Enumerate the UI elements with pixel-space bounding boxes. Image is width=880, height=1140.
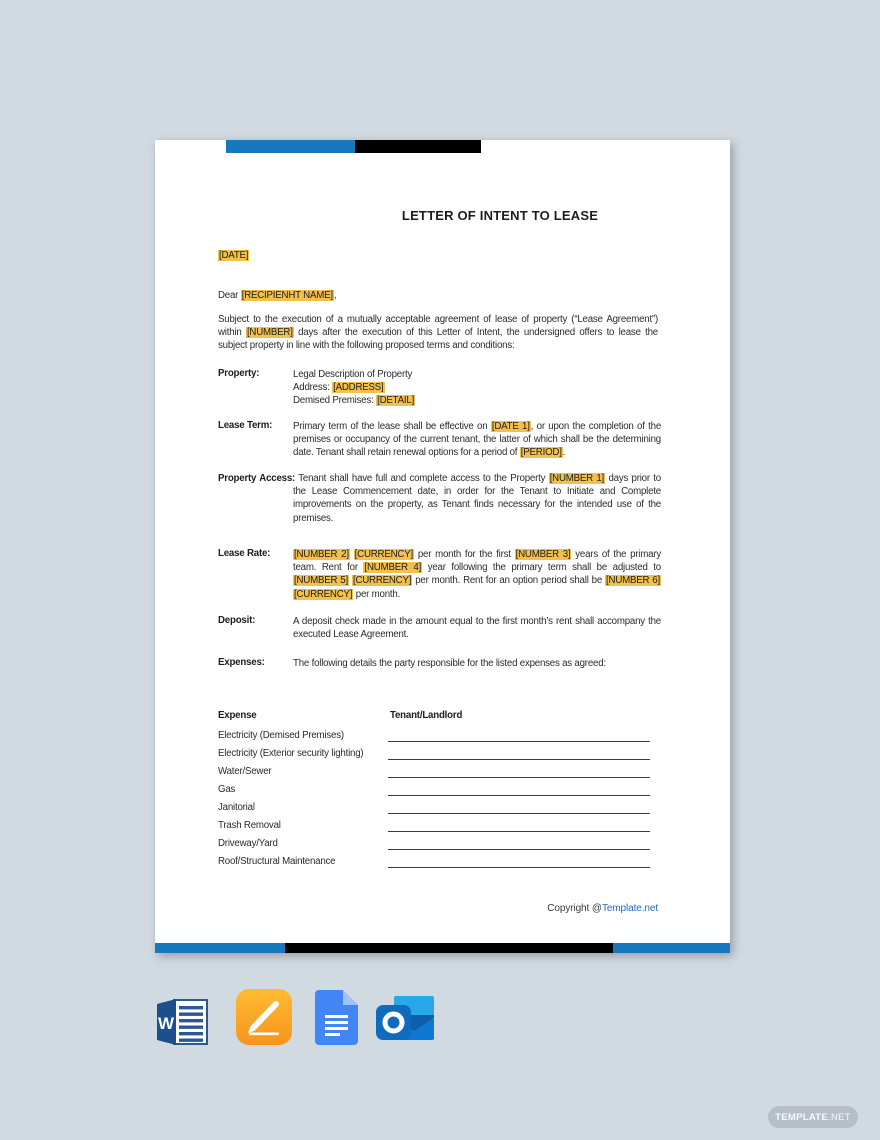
microsoft-outlook-icon[interactable] [376,991,436,1045]
expense-row [218,728,661,746]
placeholder-highlight: [NUMBER 2] [294,549,349,560]
placeholder-highlight: [NUMBER 6] [606,575,660,587]
intro-paragraph [218,313,658,353]
section-label-property: Property: [218,368,260,379]
bottom-bar-blue-left [155,943,285,953]
expense-row [218,836,661,854]
date-placeholder-line [218,249,249,262]
document-page [155,140,730,953]
text-run: Address: [293,382,333,394]
section-label-expenses: Expenses: [218,657,265,668]
placeholder-highlight: [NUMBER] [246,327,293,339]
watermark-tld-text: .NET [828,1111,851,1123]
placeholder-highlight: [CURRENCY] [354,549,413,560]
placeholder-highlight: [NUMBER 5] [294,575,348,587]
expense-label: Electricity (Demised Premises) [218,730,344,741]
text-run: Demised Premises: [293,395,377,407]
top-bar-black [355,140,481,153]
expense-label: Trash Removal [218,820,281,831]
section-lease-rate-content [293,548,661,601]
microsoft-word-icon[interactable] [155,995,209,1049]
expense-row [218,746,661,764]
expense-column-header: Expense [218,710,257,721]
expense-row [218,800,661,818]
expense-fill-line [388,764,650,778]
watermark-brand-text: TEMPLATE [775,1111,829,1123]
property-detail-line [293,381,661,394]
top-bar-blue [226,140,355,153]
property-detail-line [293,394,661,407]
section-deposit-content [293,615,661,641]
text-run: The following details the party responsible for the listed expenses as agreed: [293,658,606,669]
inline-section-label: Property Access: [218,473,296,484]
text-run: , or upon the completion of the premises or occupancy of the current tenant, the latter of which shall be the determining date. Tenant shall retain renewal options for a period of [293,421,662,459]
expense-fill-line [388,782,650,796]
placeholder-highlight: [DATE] [219,250,249,261]
placeholder-highlight: [NUMBER 4] [364,562,422,574]
placeholder-highlight: [PERIOD] [520,447,562,459]
expense-table-header [218,710,661,728]
svg-text:W: W [157,1014,175,1033]
expense-fill-line [388,800,650,814]
section-label-lease-rate: Lease Rate: [218,548,271,559]
expense-fill-line [388,836,650,850]
expense-label: Gas [218,784,236,795]
section-label-deposit: Deposit: [218,615,256,626]
expense-label: Janitorial [218,802,255,813]
tenant-landlord-column-header: Tenant/Landlord [390,710,463,721]
text-run: Tenant shall have full and complete access to the Property [295,473,549,484]
expense-rows [218,728,661,872]
salutation-line [218,289,336,302]
page-title: LETTER OF INTENT TO LEASE [401,208,599,223]
text-run: Primary term of the lease shall be effective on [293,421,491,432]
text-run: year following the primary term shall be adjusted to [422,562,661,574]
template-net-link[interactable]: Template.net [601,903,658,914]
expense-label: Water/Sewer [218,766,272,777]
section-property-access [218,472,661,525]
text-run: Dear [218,290,241,301]
placeholder-highlight: [DATE 1] [491,421,530,432]
expense-row [218,818,661,836]
section-expenses-content [293,657,661,670]
expense-fill-line [388,818,650,832]
section-lease-term-content [293,420,661,460]
expense-row [218,854,661,872]
bottom-bar-black [285,943,613,953]
expense-row [218,764,661,782]
expense-fill-line [388,728,650,742]
text-run: Legal Description of Property [293,369,413,380]
expense-fill-line [388,854,650,868]
expense-fill-line [388,746,650,760]
placeholder-highlight: [DETAIL] [377,395,415,407]
text-run: per month. [353,588,401,600]
expense-label: Driveway/Yard [218,838,278,849]
google-docs-icon[interactable] [315,990,358,1045]
placeholder-highlight: [ADDRESS] [333,382,384,394]
section-label-lease-term: Lease Term: [218,420,273,431]
text-run: years of the primary team. Rent for [293,549,661,574]
text-run: A deposit check made in the amount equal to the first month’s rent shall accompany the executed Lease Agreement. [293,616,661,641]
template-net-watermark-badge[interactable] [768,1106,858,1128]
section-property-content [293,368,661,408]
bottom-bar-blue-right [613,943,730,953]
text-run: per month for the first [413,549,515,560]
copyright-text: Copyright @ [547,903,602,914]
placeholder-highlight: [RECIPIENHT NAME] [241,290,333,301]
expense-table [218,710,661,872]
placeholder-highlight: [NUMBER 3] [515,549,571,560]
expense-label: Roof/Structural Maintenance [218,856,336,867]
text-run: . [562,447,566,459]
copyright-line [218,903,658,914]
text-run: , [333,290,337,301]
placeholder-highlight: [CURRENCY] [294,588,353,600]
expense-row [218,782,661,800]
property-detail-line [293,368,661,381]
text-run: per month. Rent for an option period shall be [412,575,606,587]
text-run: days prior to the Lease Commencement date, in order for the Tenant to Initiate and Complete improvements on the property, as Tenant finds necessary for the intended use of the premises. [293,473,661,524]
apple-pages-icon[interactable] [236,989,292,1045]
placeholder-highlight: [CURRENCY] [352,575,412,587]
text-run: days after the execution of this Letter of Intent, the undersigned offers to lease the subject property in line with the following proposed terms and conditions: [218,327,658,352]
expense-label: Electricity (Exterior security lighting) [218,748,364,759]
text-run: Subject to the execution of a mutually acceptable agreement of lease of property (“Lease Agreement”) within [218,314,658,339]
placeholder-highlight: [NUMBER 1] [549,473,605,484]
